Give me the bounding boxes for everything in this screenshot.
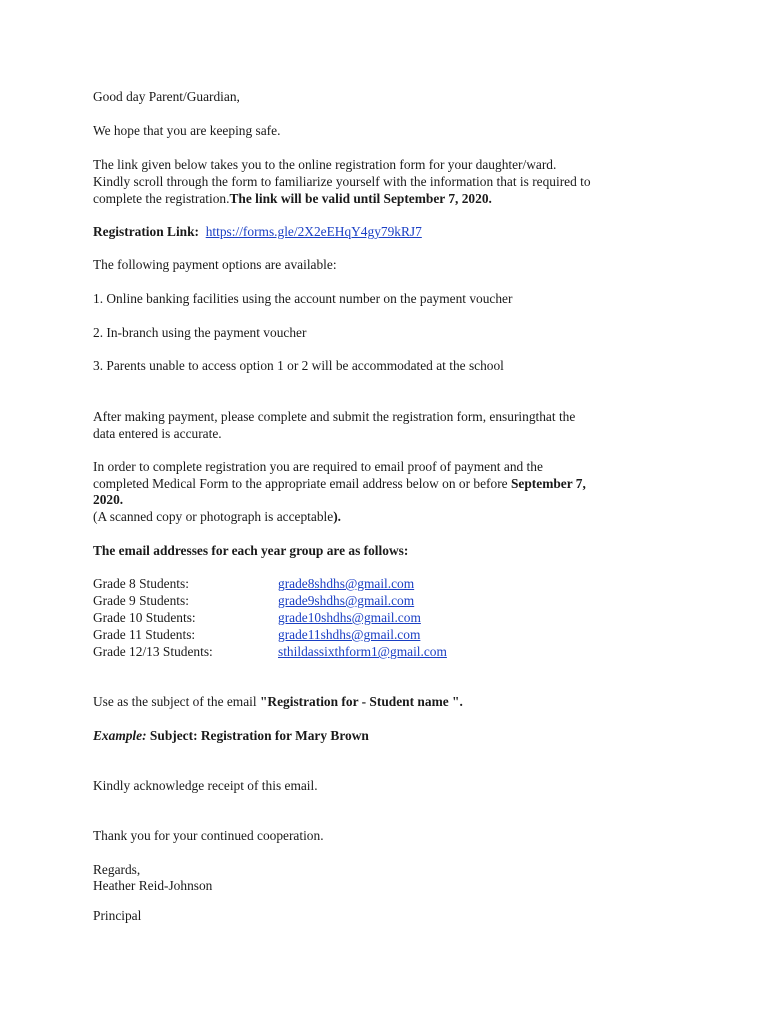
after-payment-line-1: After making payment, please complete and submit the registration form, ensuringthat the xyxy=(93,409,576,424)
proof-deadline-year: 2020. xyxy=(93,492,124,507)
subject-instruction xyxy=(93,693,463,710)
greeting: Good day Parent/Guardian, xyxy=(93,89,240,104)
proof-deadline: September 7, xyxy=(510,476,586,491)
registration-label: Registration Link: xyxy=(93,224,200,239)
regards-line: Regards, xyxy=(93,862,141,877)
subject-instruction-text: Use as the subject of the email xyxy=(93,694,257,709)
example-subject: Subject: Registration for Mary Brown xyxy=(149,728,369,743)
signatory-name: Heather Reid-Johnson xyxy=(93,878,213,893)
payment-option-1: 1. Online banking facilities using the account number on the payment voucher xyxy=(93,291,513,306)
grade-row xyxy=(93,626,693,643)
example-label: Example: xyxy=(93,728,147,743)
link-validity-notice: The link will be valid until September 7, 2020. xyxy=(229,191,492,206)
registration-link[interactable]: https://forms.gle/2X2eEHqY4gy79kRJ7 xyxy=(205,224,422,239)
after-payment-line-2: data entered is accurate. xyxy=(93,426,222,441)
intro-line-1: The link given below takes you to the online registration form for your daughter/ward. xyxy=(93,157,557,172)
thanks-line: Thank you for your continued cooperation. xyxy=(93,828,324,843)
acknowledge-line: Kindly acknowledge receipt of this email. xyxy=(93,778,318,793)
signatory-title: Principal xyxy=(93,908,142,923)
proof-note-close: ). xyxy=(333,509,342,524)
subject-format: "Registration for - Student name ". xyxy=(259,694,463,709)
proof-line-4 xyxy=(93,508,341,525)
intro-line-3 xyxy=(93,190,492,207)
grade-label: Grade 9 Students: xyxy=(93,593,189,608)
grade-row xyxy=(93,592,693,609)
payment-option-2: 2. In-branch using the payment voucher xyxy=(93,325,307,340)
grade-email-link[interactable]: grade9shdhs@gmail.com xyxy=(278,593,415,608)
proof-line-1: In order to complete registration you are required to email proof of payment and the xyxy=(93,459,543,474)
proof-line-3 xyxy=(93,491,123,508)
proof-line-2 xyxy=(93,475,586,492)
emails-heading-text: The email addresses for each year group are as follows: xyxy=(93,543,409,558)
hope-line: We hope that you are keeping safe. xyxy=(93,123,281,138)
grade-label: Grade 8 Students: xyxy=(93,576,189,591)
grade-label: Grade 11 Students: xyxy=(93,627,196,642)
payment-intro: The following payment options are available: xyxy=(93,257,337,272)
proof-line-2-text: completed Medical Form to the appropriate email address below on or before xyxy=(93,476,508,491)
registration-row xyxy=(93,223,422,240)
emails-heading xyxy=(93,542,408,559)
payment-option-3: 3. Parents unable to access option 1 or 2 will be accommodated at the school xyxy=(93,358,504,373)
proof-note: (A scanned copy or photograph is acceptable xyxy=(93,509,334,524)
intro-line-3-text: complete the registration. xyxy=(93,191,230,206)
example-line xyxy=(93,727,369,744)
grade-email-link[interactable]: grade10shdhs@gmail.com xyxy=(278,610,421,625)
intro-line-2: Kindly scroll through the form to familiarize yourself with the information that is required to xyxy=(93,174,591,189)
grade-label: Grade 10 Students: xyxy=(93,610,196,625)
grade-label: Grade 12/13 Students: xyxy=(93,644,213,659)
grade-email-link[interactable]: sthildassixthform1@gmail.com xyxy=(278,644,447,659)
grade-row xyxy=(93,575,693,592)
grade-email-link[interactable]: grade11shdhs@gmail.com xyxy=(278,627,421,642)
grade-row xyxy=(93,643,693,660)
grade-row xyxy=(93,609,693,626)
grade-email-link[interactable]: grade8shdhs@gmail.com xyxy=(278,576,415,591)
